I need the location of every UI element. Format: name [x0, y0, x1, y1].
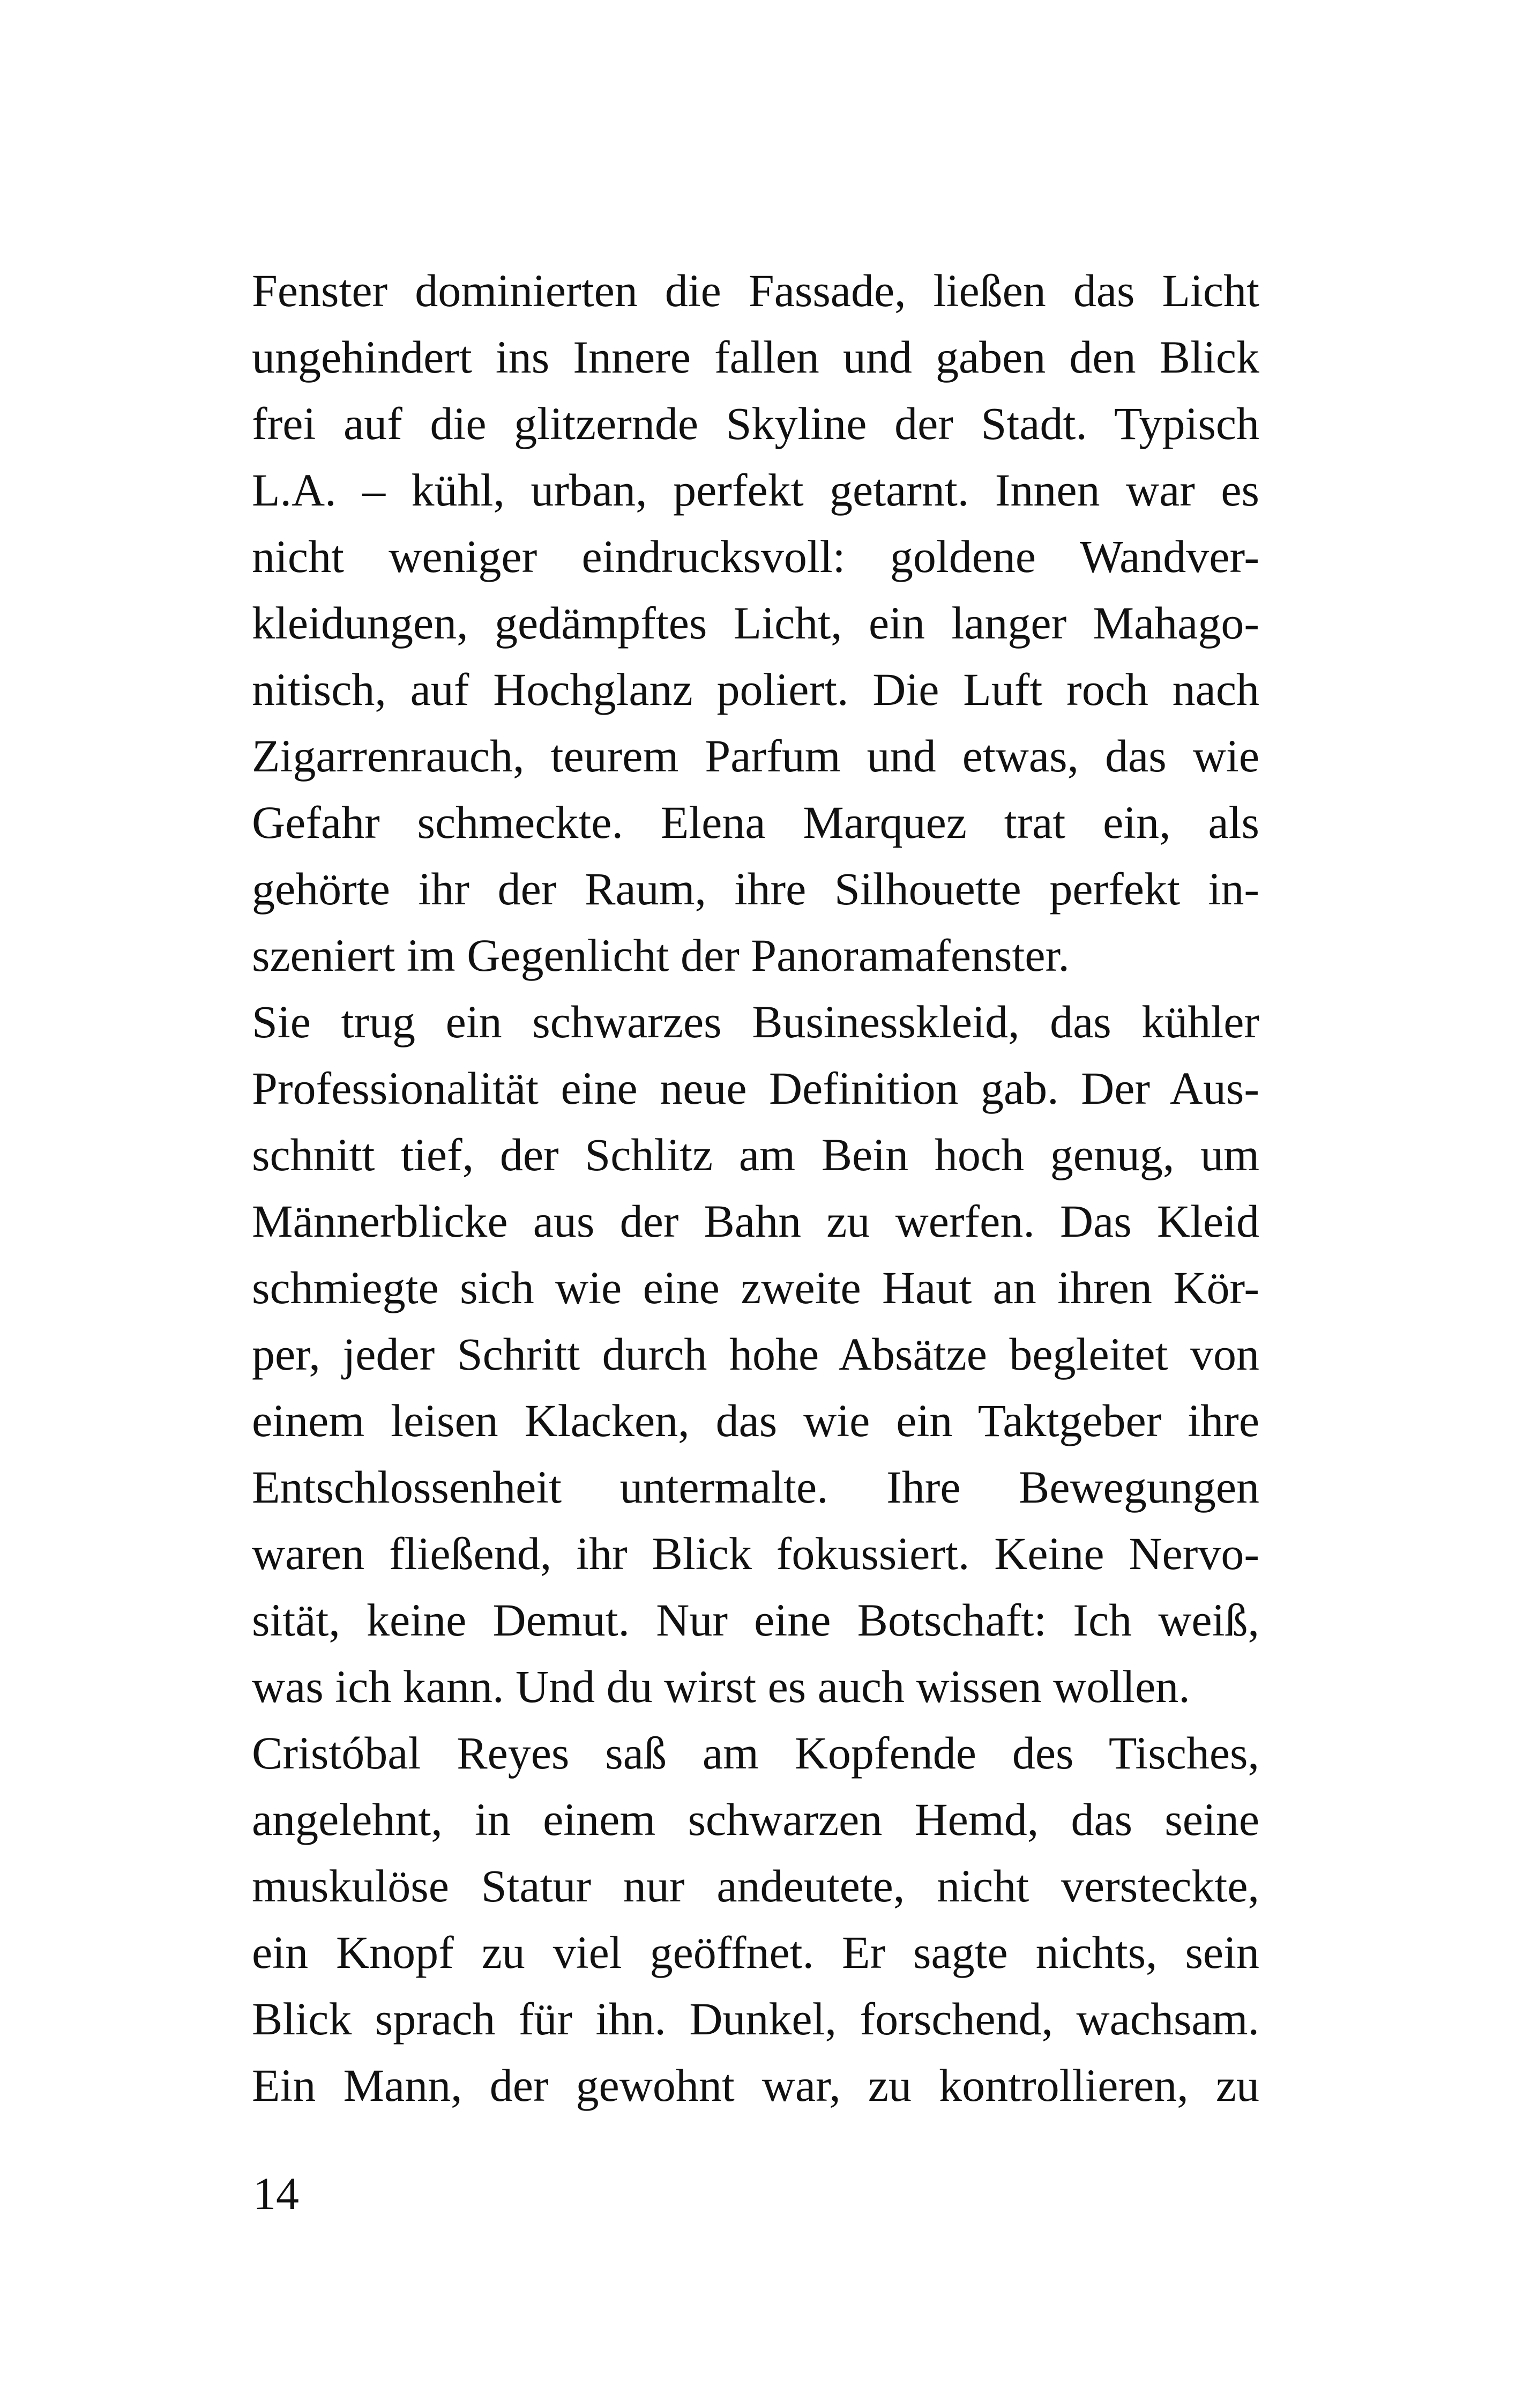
text-line: Gefahr schmeckte. Elena Marquez trat ein, als: [252, 797, 1259, 848]
text-line: nitisch, auf Hochglanz poliert. Die Luft roch nach: [252, 664, 1259, 715]
text-line: nicht weniger eindrucksvoll: goldene Wandver-: [252, 531, 1259, 582]
text-line: Männerblicke aus der Bahn zu werfen. Das Kleid: [252, 1195, 1259, 1247]
text-line: gehörte ihr der Raum, ihre Silhouette perfekt in-: [252, 863, 1259, 915]
text-line: Zigarrenrauch, teurem Parfum und etwas, das wie: [252, 730, 1259, 782]
text-line: schmiegte sich wie eine zweite Haut an ihren Kör-: [252, 1262, 1259, 1313]
text-line: kleidungen, gedämpftes Licht, ein langer Mahago-: [252, 597, 1259, 649]
text-line: ungehindert ins Innere fallen und gaben den Blick: [252, 331, 1259, 383]
text-line: waren fließend, ihr Blick fokussiert. Keine Nervo-: [252, 1528, 1259, 1579]
text-line: angelehnt, in einem schwarzen Hemd, das seine: [252, 1794, 1259, 1845]
text-line: sität, keine Demut. Nur eine Botschaft: Ich weiß,: [252, 1594, 1259, 1646]
text-line: Ein Mann, der gewohnt war, zu kontrollieren, zu: [252, 2060, 1259, 2111]
text-line: Blick sprach für ihn. Dunkel, forschend, wachsam.: [252, 1993, 1259, 2045]
body-text: [252, 257, 1259, 2119]
text-line: Cristóbal Reyes saß am Kopfende des Tisches,: [252, 1727, 1259, 1779]
text-line: per, jeder Schritt durch hohe Absätze begleitet von: [252, 1328, 1259, 1380]
text-line: L.A. – kühl, urban, perfekt getarnt. Innen war es: [252, 464, 1259, 516]
paragraph-last-line: was ich kann. Und du wirst es auch wissen wollen.: [252, 1661, 1190, 1712]
text-line: Sie trug ein schwarzes Businesskleid, das kühler: [252, 996, 1259, 1047]
text-line: Entschlossenheit untermalte. Ihre Bewegungen: [252, 1461, 1259, 1513]
page-number: 14: [253, 2168, 299, 2219]
text-line: ein Knopf zu viel geöffnet. Er sagte nichts, sein: [252, 1927, 1259, 1978]
paragraph-last-line: szeniert im Gegenlicht der Panoramafenster.: [252, 930, 1070, 981]
text-line: muskulöse Statur nur andeutete, nicht versteckte,: [252, 1860, 1259, 1912]
text-line: schnitt tief, der Schlitz am Bein hoch genug, um: [252, 1129, 1259, 1180]
text-line: Fenster dominierten die Fassade, ließen das Licht: [252, 265, 1259, 316]
text-line: Professionalität eine neue Definition gab. Der Aus-: [252, 1062, 1259, 1114]
text-line: frei auf die glitzernde Skyline der Stadt. Typisch: [252, 398, 1259, 449]
text-line: einem leisen Klacken, das wie ein Taktgeber ihre: [252, 1395, 1259, 1446]
